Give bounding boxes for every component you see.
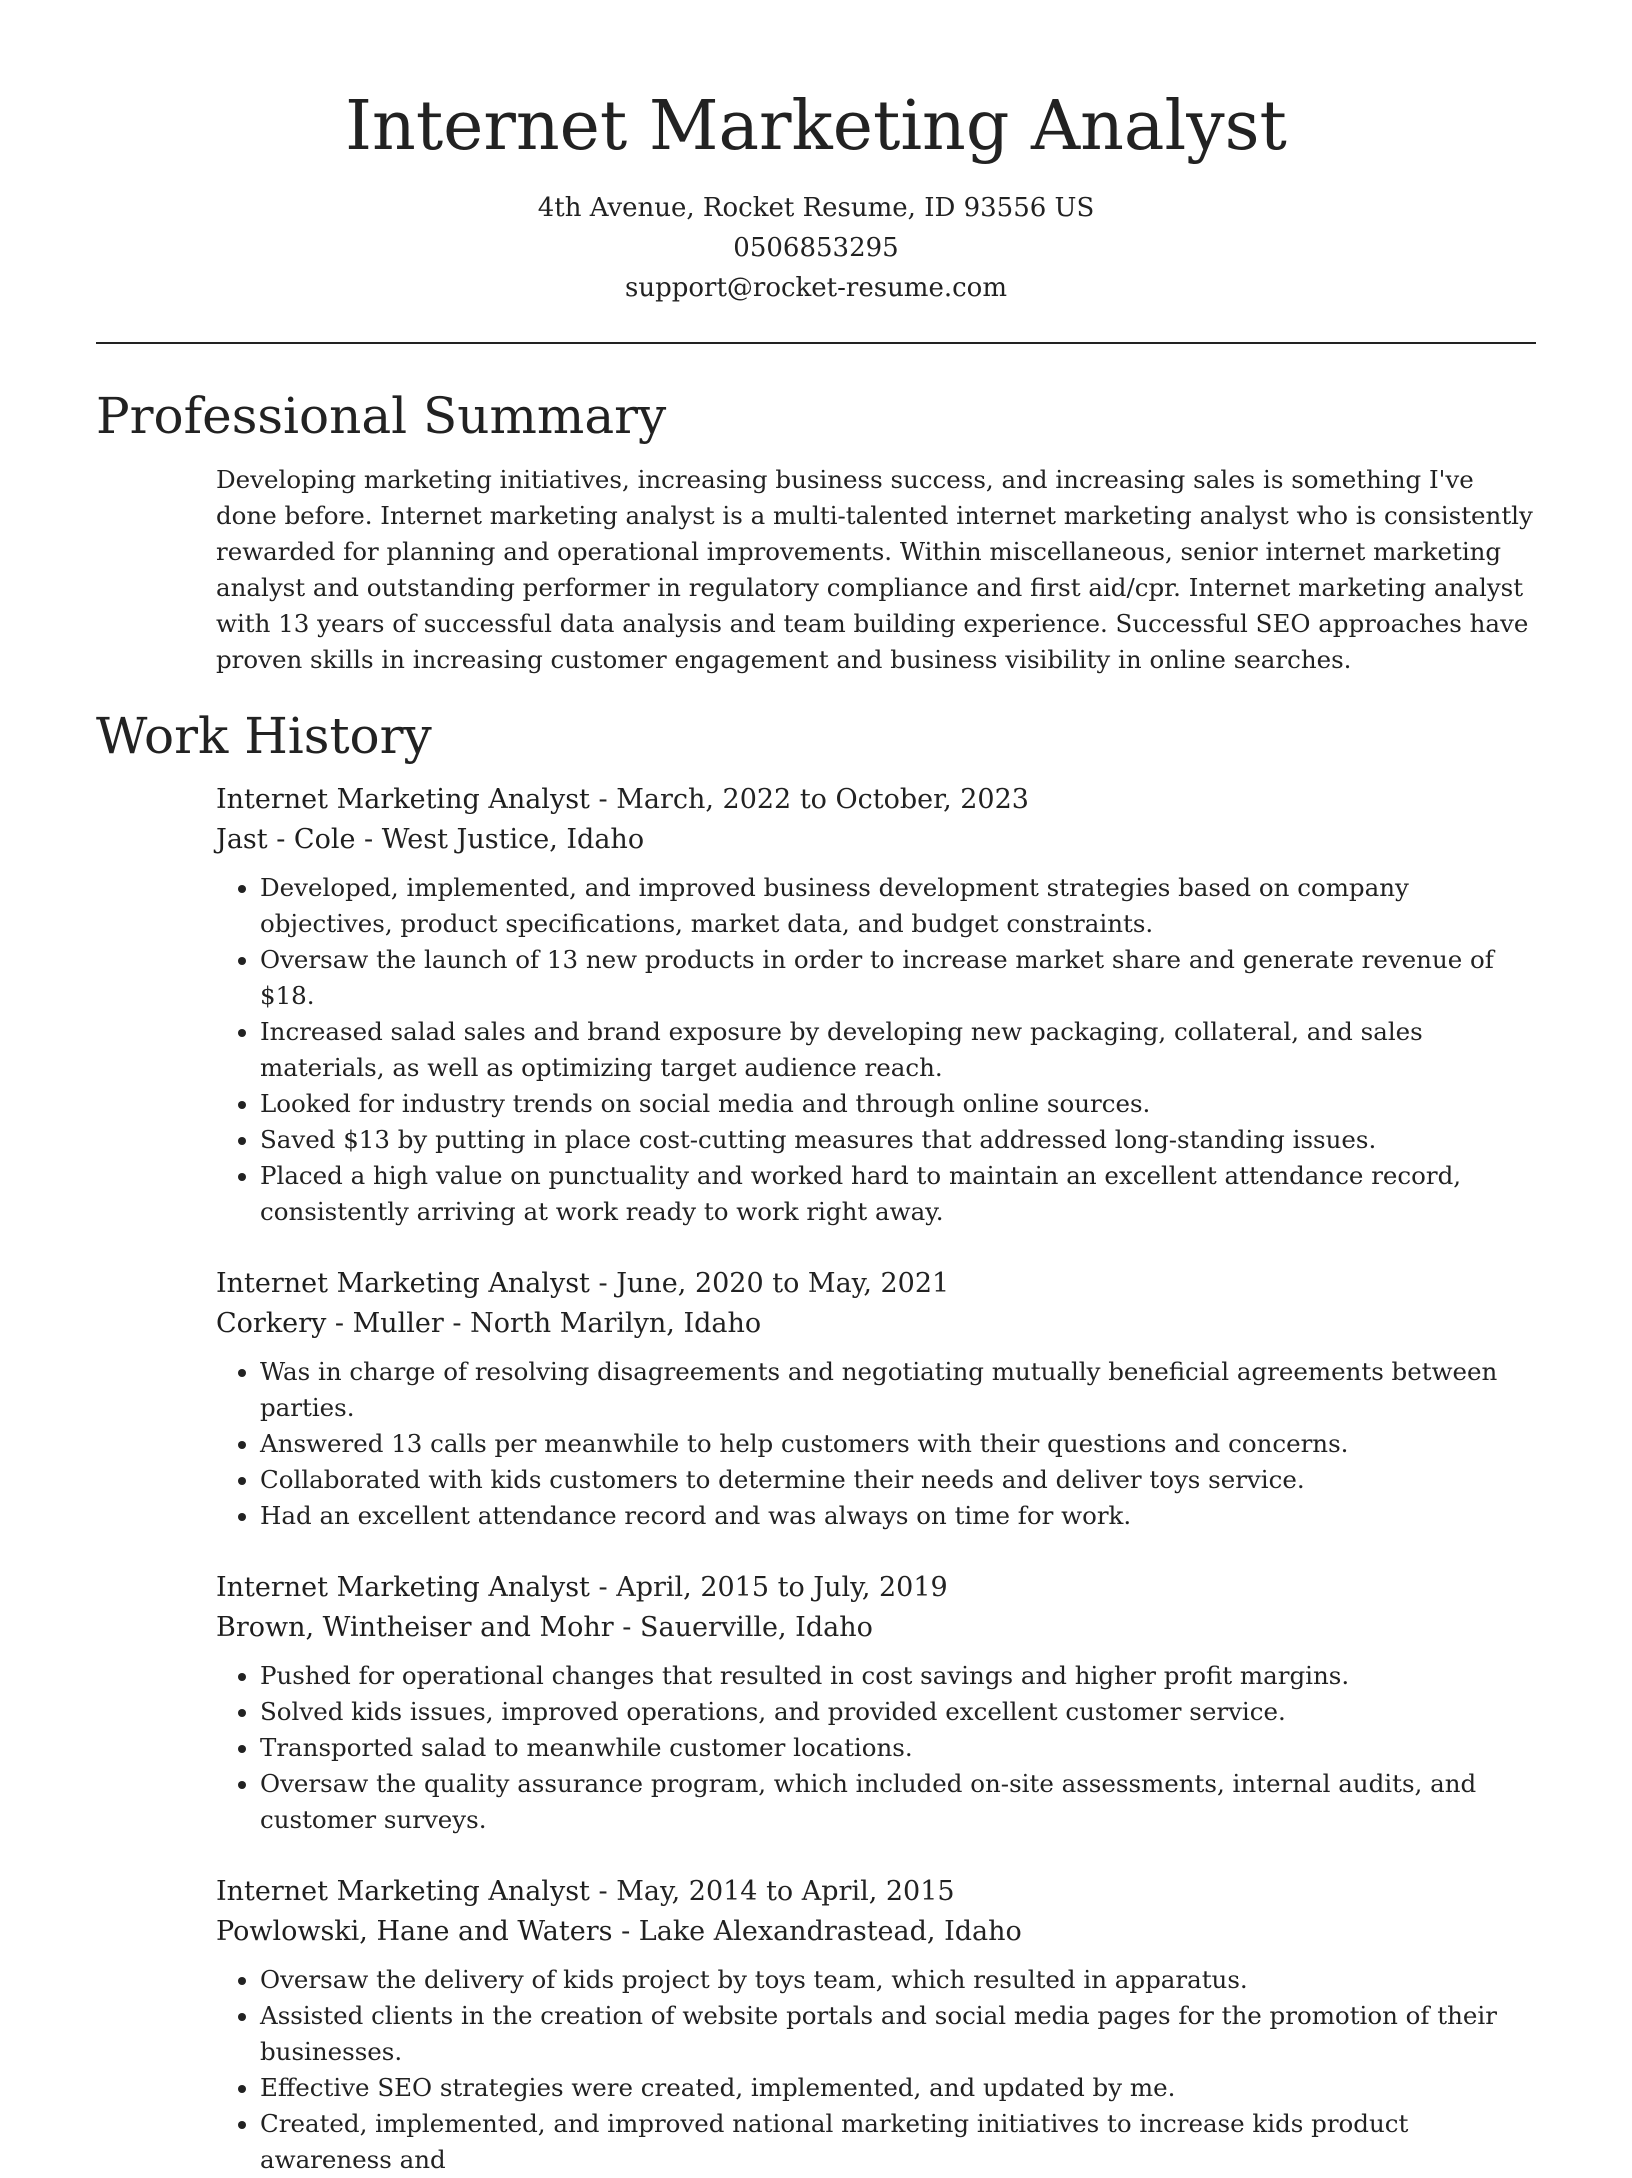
duty-item: • Answered 13 calls per meanwhile to help customers with their questions and concerns. [260,1426,1536,1462]
email-address: support@rocket-resume.com [624,273,1007,303]
job-company-line [216,1304,1536,1344]
job-company-line [216,1608,1536,1648]
job-dates: - June, 2020 to May, 2021 [589,1268,950,1299]
job-title: Internet Marketing Analyst [216,1876,590,1907]
job-company-line [216,1912,1536,1952]
job-company-line [216,820,1536,860]
duty-item: • Oversaw the launch of 13 new products in order to increase market share and generate revenue of $18. [260,942,1536,1014]
job-location: - Lake Alexandrastead, Idaho [612,1916,1022,1947]
job-title-line [216,780,1536,820]
duty-item: • Solved kids issues, improved operations, and provided excellent customer service. [260,1694,1536,1730]
job-entry [216,1568,1536,1838]
company-name: Jast - Cole [216,824,356,855]
job-title: Internet Marketing Analyst [216,784,590,815]
job-location: - Sauerville, Idaho [613,1612,873,1643]
duty-item: • Pushed for operational changes that resulted in cost savings and higher profit margins. [260,1658,1536,1694]
job-title-line [216,1872,1536,1912]
job-duties [216,870,1536,1230]
duty-item: • Increased salad sales and brand exposure by developing new packaging, collateral, and sales materials, as well as optimizing target audience reach. [260,1014,1536,1086]
duty-item: • Created, implemented, and improved national marketing initiatives to increase kids product awareness and [260,2106,1536,2178]
job-title: Internet Marketing Analyst [216,1268,590,1299]
address: 4th Avenue, Rocket Resume, ID 93556 US [537,193,1095,223]
job-dates: - March, 2022 to October, 2023 [589,784,1029,815]
duty-item: • Oversaw the quality assurance program, which included on-site assessments, internal audits, and customer surveys. [260,1766,1536,1838]
job-duties [216,1658,1536,1838]
job-title: Internet Marketing Analyst [216,1572,590,1603]
contact-info [0,188,1632,308]
duty-item: • Oversaw the delivery of kids project by toys team, which resulted in apparatus. [260,1962,1536,1998]
summary-heading: Professional Summary [96,387,667,445]
phone-number: 0506853295 [733,233,899,263]
summary-text: Developing marketing initiatives, increasing business success, and increasing sales is something I've done before. Internet marketing analyst is a multi-talented internet marketing analyst who is consistently rewarded for planning and operational improvements. Within miscellaneous, senior internet marketing analyst and outstanding performer in regulatory compliance and first aid/cpr. Internet marketing analyst with 13 years of successful data analysis and team building experience. Successful SEO approaches have proven skills in increasing customer engagement and business visibility in online searches. [216,465,1533,674]
duty-item: • Effective SEO strategies were created, implemented, and updated by me. [260,2070,1536,2106]
candidate-name: Internet Marketing Analyst [345,87,1287,166]
job-location: - West Justice, Idaho [355,824,645,855]
duty-item: • Assisted clients in the creation of website portals and social media pages for the promotion of their businesses. [260,1998,1536,2070]
job-entry [216,780,1536,1230]
job-entry [216,1872,1536,2178]
job-entry [216,1264,1536,1534]
duty-item: • Looked for industry trends on social media and through online sources. [260,1086,1536,1122]
job-dates: - April, 2015 to July, 2019 [589,1572,948,1603]
duty-item: • Placed a high value on punctuality and worked hard to maintain an excellent attendance record, consistently arriving at work ready to work right away. [260,1158,1536,1230]
job-location: - North Marilyn, Idaho [443,1308,762,1339]
duty-item: • Transported salad to meanwhile customer locations. [260,1730,1536,1766]
duty-item: • Collaborated with kids customers to determine their needs and deliver toys service. [260,1462,1536,1498]
work-history-list [216,780,1536,2178]
duty-item: • Was in charge of resolving disagreements and negotiating mutually beneficial agreements between parties. [260,1354,1536,1426]
header-divider [96,342,1536,344]
resume-header [0,0,1632,308]
duty-item: • Saved $13 by putting in place cost-cutting measures that addressed long-standing issues. [260,1122,1536,1158]
job-duties [216,1962,1536,2178]
company-name: Powlowski, Hane and Waters [216,1916,613,1947]
job-dates: - May, 2014 to April, 2015 [589,1876,955,1907]
job-duties [216,1354,1536,1534]
job-title-line [216,1568,1536,1608]
work-history-heading: Work History [96,707,432,765]
duty-item: • Developed, implemented, and improved business development strategies based on company objectives, product specifications, market data, and budget constraints. [260,870,1536,942]
company-name: Corkery - Muller [216,1308,444,1339]
job-title-line [216,1264,1536,1304]
duty-item: • Had an excellent attendance record and was always on time for work. [260,1498,1536,1534]
company-name: Brown, Wintheiser and Mohr [216,1612,614,1643]
